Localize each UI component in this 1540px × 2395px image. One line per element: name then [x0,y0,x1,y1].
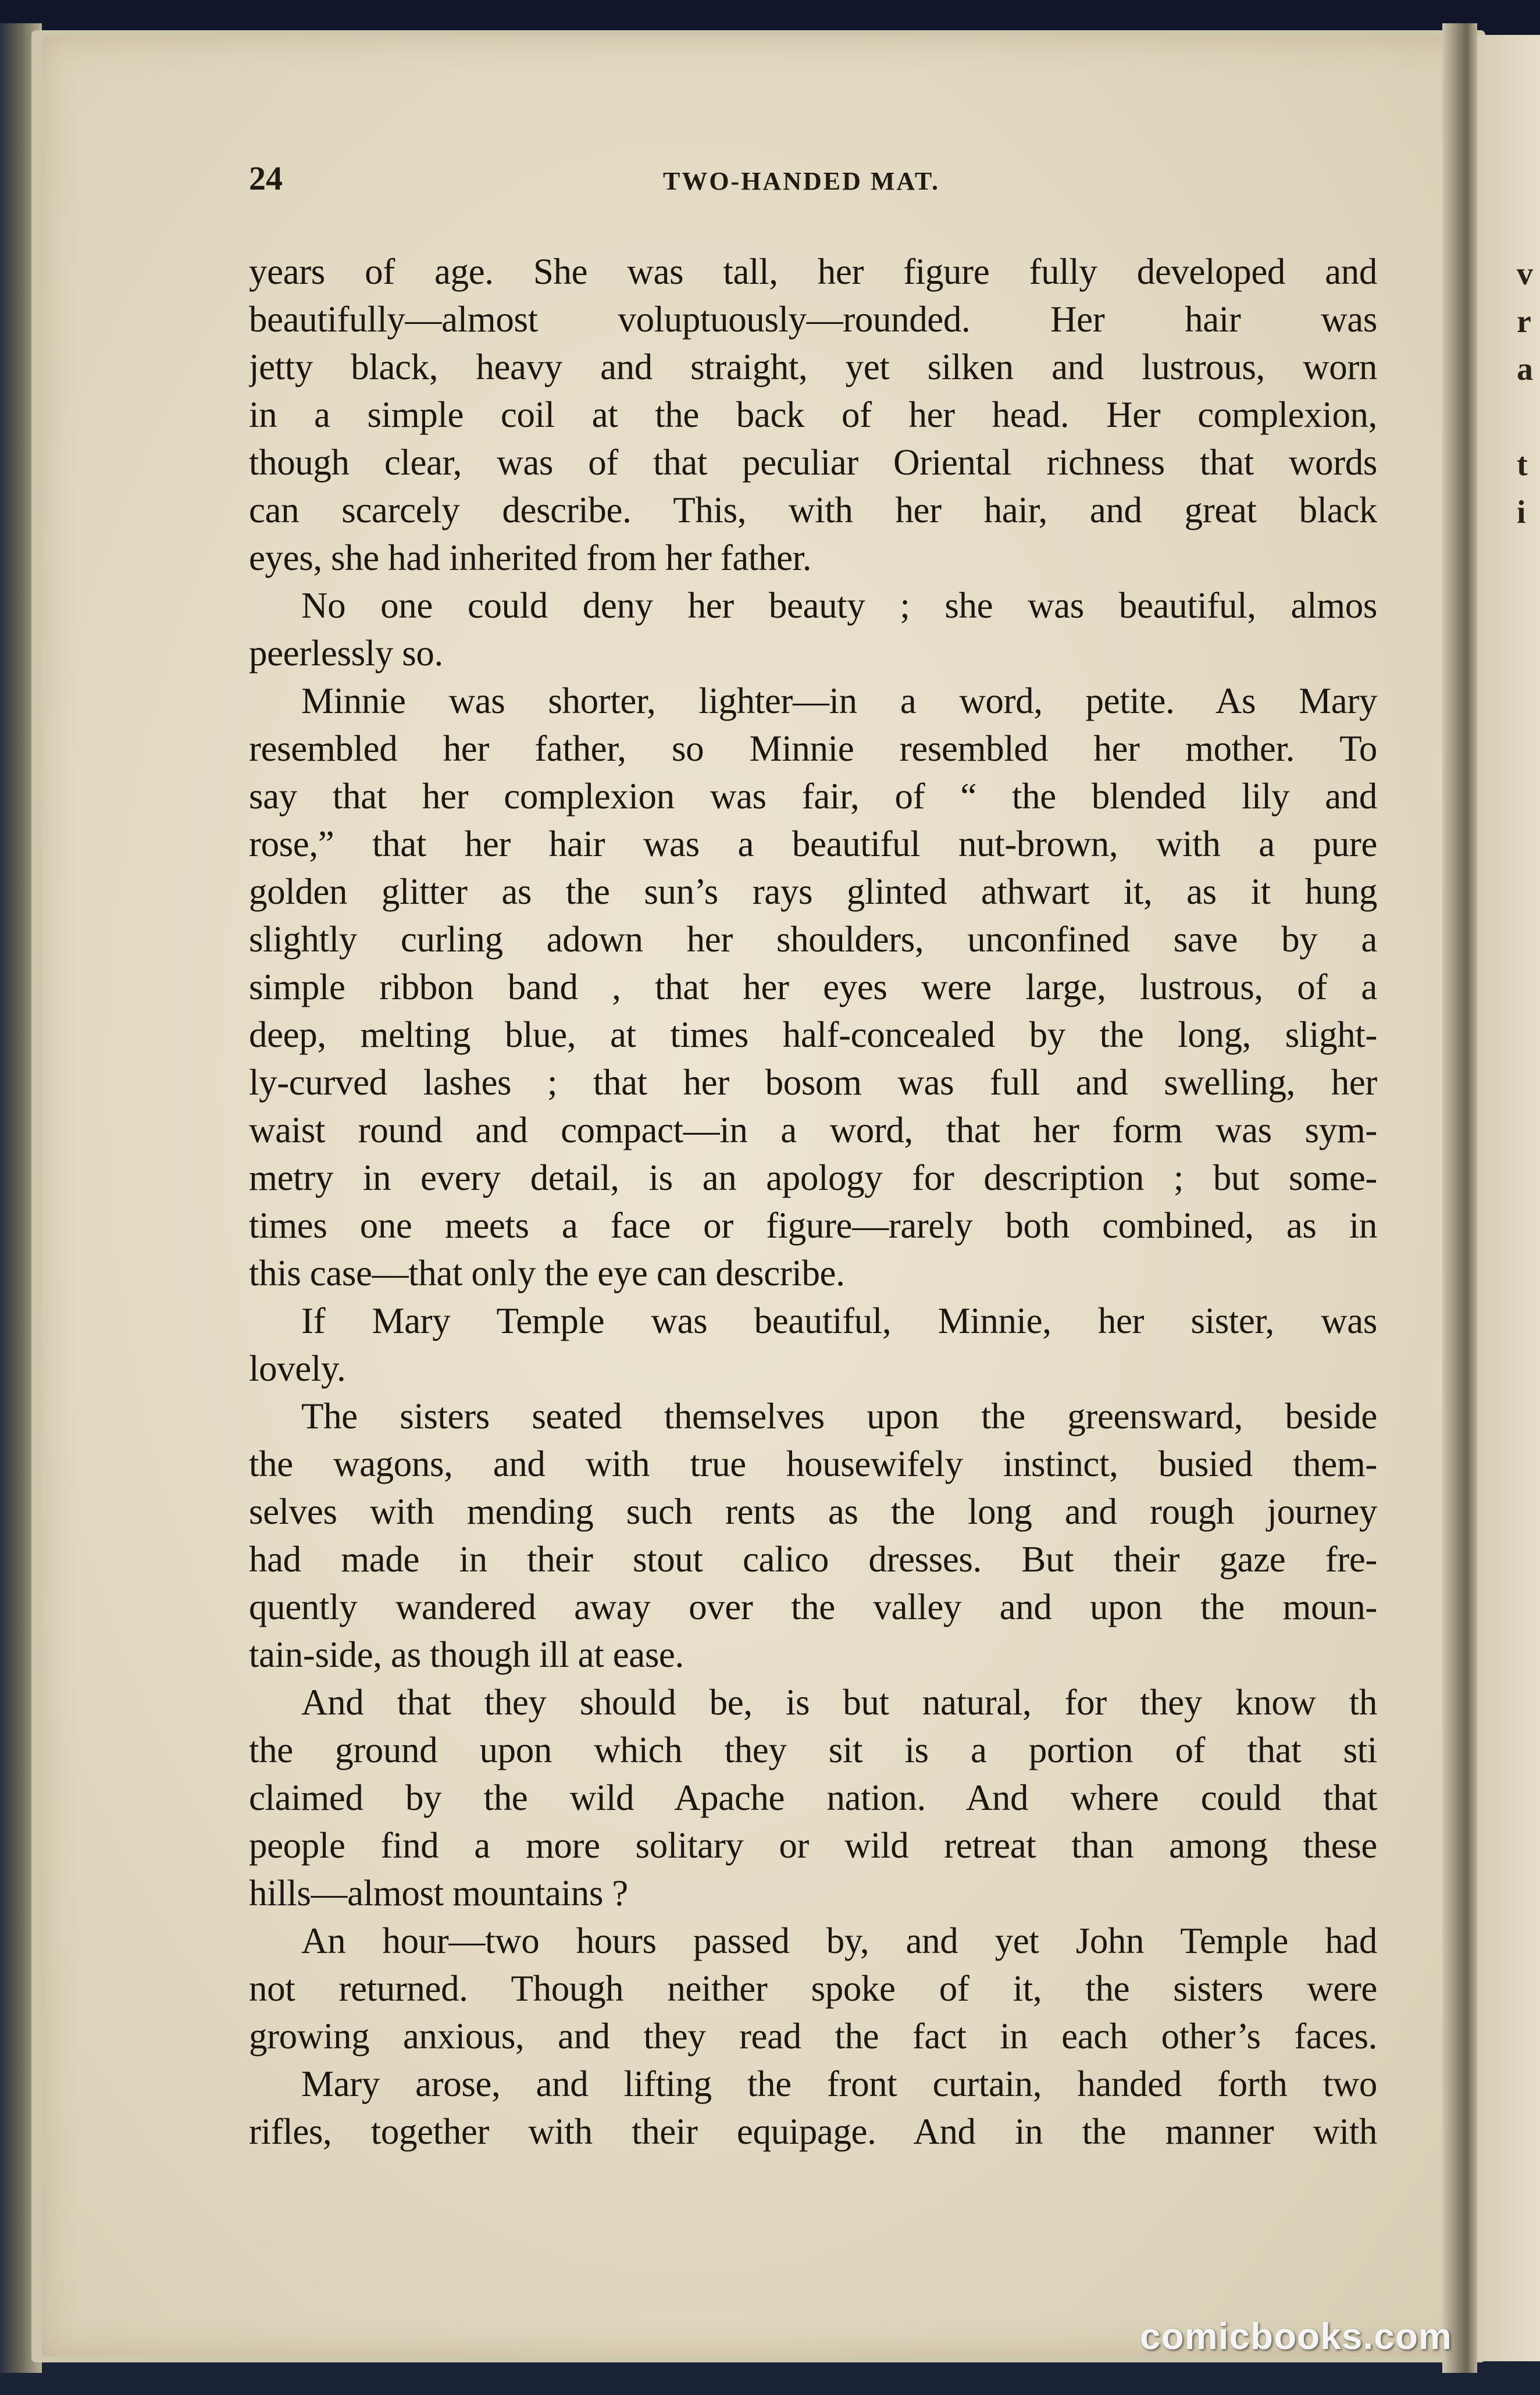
book-gutter [1442,23,1477,2373]
text-line: can scarcely describe. This, with her hair, and great black [249,490,1377,530]
text-line: tain-side, as though ill at ease. [249,1634,684,1675]
facing-page-char: r [1517,304,1531,340]
text-line: though clear, was of that peculiar Oriental richness that words [249,442,1377,483]
text-line: jetty black, heavy and straight, yet silken and lustrous, worn [249,347,1377,387]
facing-page-char [1517,393,1540,441]
text-line: peerlessly so. [249,633,443,673]
text-line: Mary arose, and lifting the front curtain, handed forth two [301,2063,1377,2104]
text-line: not returned. Though neither spoke of it, the sisters were [249,1968,1377,2009]
text-line: the wagons, and with true housewifely instinct, busied them- [249,1444,1377,1484]
text-line: waist round and compact—in a word, that her form was sym- [249,1110,1377,1150]
text-line: No one could deny her beauty ; she was beautiful, almos [301,585,1377,626]
text-line: metry in every detail, is an apology for description ; but some- [249,1157,1377,1198]
page-header [249,152,1371,205]
text-line: beautifully—almost voluptuously—rounded. Her hair was [249,299,1377,340]
text-line: resembled her father, so Minnie resembled her mother. To [249,728,1377,769]
text-line: growing anxious, and they read the fact in each other’s faces. [249,2016,1377,2057]
text-line: the ground upon which they sit is a portion of that sti [249,1730,1377,1770]
text-line: rifles, together with their equipage. And in the manner with [249,2111,1377,2152]
text-line: say that her complexion was fair, of “ the blended lily and [249,776,1377,817]
text-line: lovely. [249,1348,346,1389]
facing-page-char: a [1517,351,1533,387]
text-line: rose,” that her hair was a beautiful nut-brown, with a pure [249,824,1377,864]
facing-page-text [1517,250,1540,536]
text-line: If Mary Temple was beautiful, Minnie, her sister, was [301,1300,1377,1341]
page-body-text [249,248,1377,2155]
text-line: people find a more solitary or wild retreat than among these [249,1825,1377,1866]
text-line: Minnie was shorter, lighter—in a word, petite. As Mary [301,680,1377,721]
text-line: eyes, she had inherited from her father. [249,537,812,578]
text-line: The sisters seated themselves upon the greensward, beside [301,1396,1377,1437]
text-line: simple ribbon band , that her eyes were large, lustrous, of a [249,967,1377,1007]
text-line: hills—almost mountains ? [249,1873,628,1913]
text-line: An hour—two hours passed by, and yet John Temple had [301,1920,1377,1961]
text-line: quently wandered away over the valley and upon the moun- [249,1587,1377,1627]
text-line: deep, melting blue, at times half-concealed by the long, slight- [249,1014,1377,1055]
watermark: comicbooks.com [1140,2315,1452,2357]
text-line: times one meets a face or figure—rarely both combined, as in [249,1205,1377,1246]
text-line: this case—that only the eye can describe. [249,1253,845,1293]
running-head: TWO-HANDED MAT. [662,167,940,195]
text-line: slightly curling adown her shoulders, unconfined save by a [249,919,1377,960]
text-line: selves with mending such rents as the long and rough journey [249,1491,1377,1532]
facing-page-char: i [1517,494,1526,530]
facing-page-char: t [1517,447,1528,483]
facing-page-char: v [1517,256,1533,292]
text-line: in a simple coil at the back of her head. Her complexion, [249,394,1377,435]
text-line: And that they should be, is but natural, for they know th [301,1682,1377,1723]
text-line: golden glitter as the sun’s rays glinted athwart it, as it hung [249,871,1377,912]
text-line: years of age. She was tall, her figure fully developed and [249,251,1377,292]
text-line: claimed by the wild Apache nation. And where could that [249,1777,1377,1818]
text-line: had made in their stout calico dresses. But their gaze fre- [249,1539,1377,1580]
page-number: 24 [249,159,283,197]
text-line: ly-curved lashes ; that her bosom was full and swelling, her [249,1062,1377,1103]
